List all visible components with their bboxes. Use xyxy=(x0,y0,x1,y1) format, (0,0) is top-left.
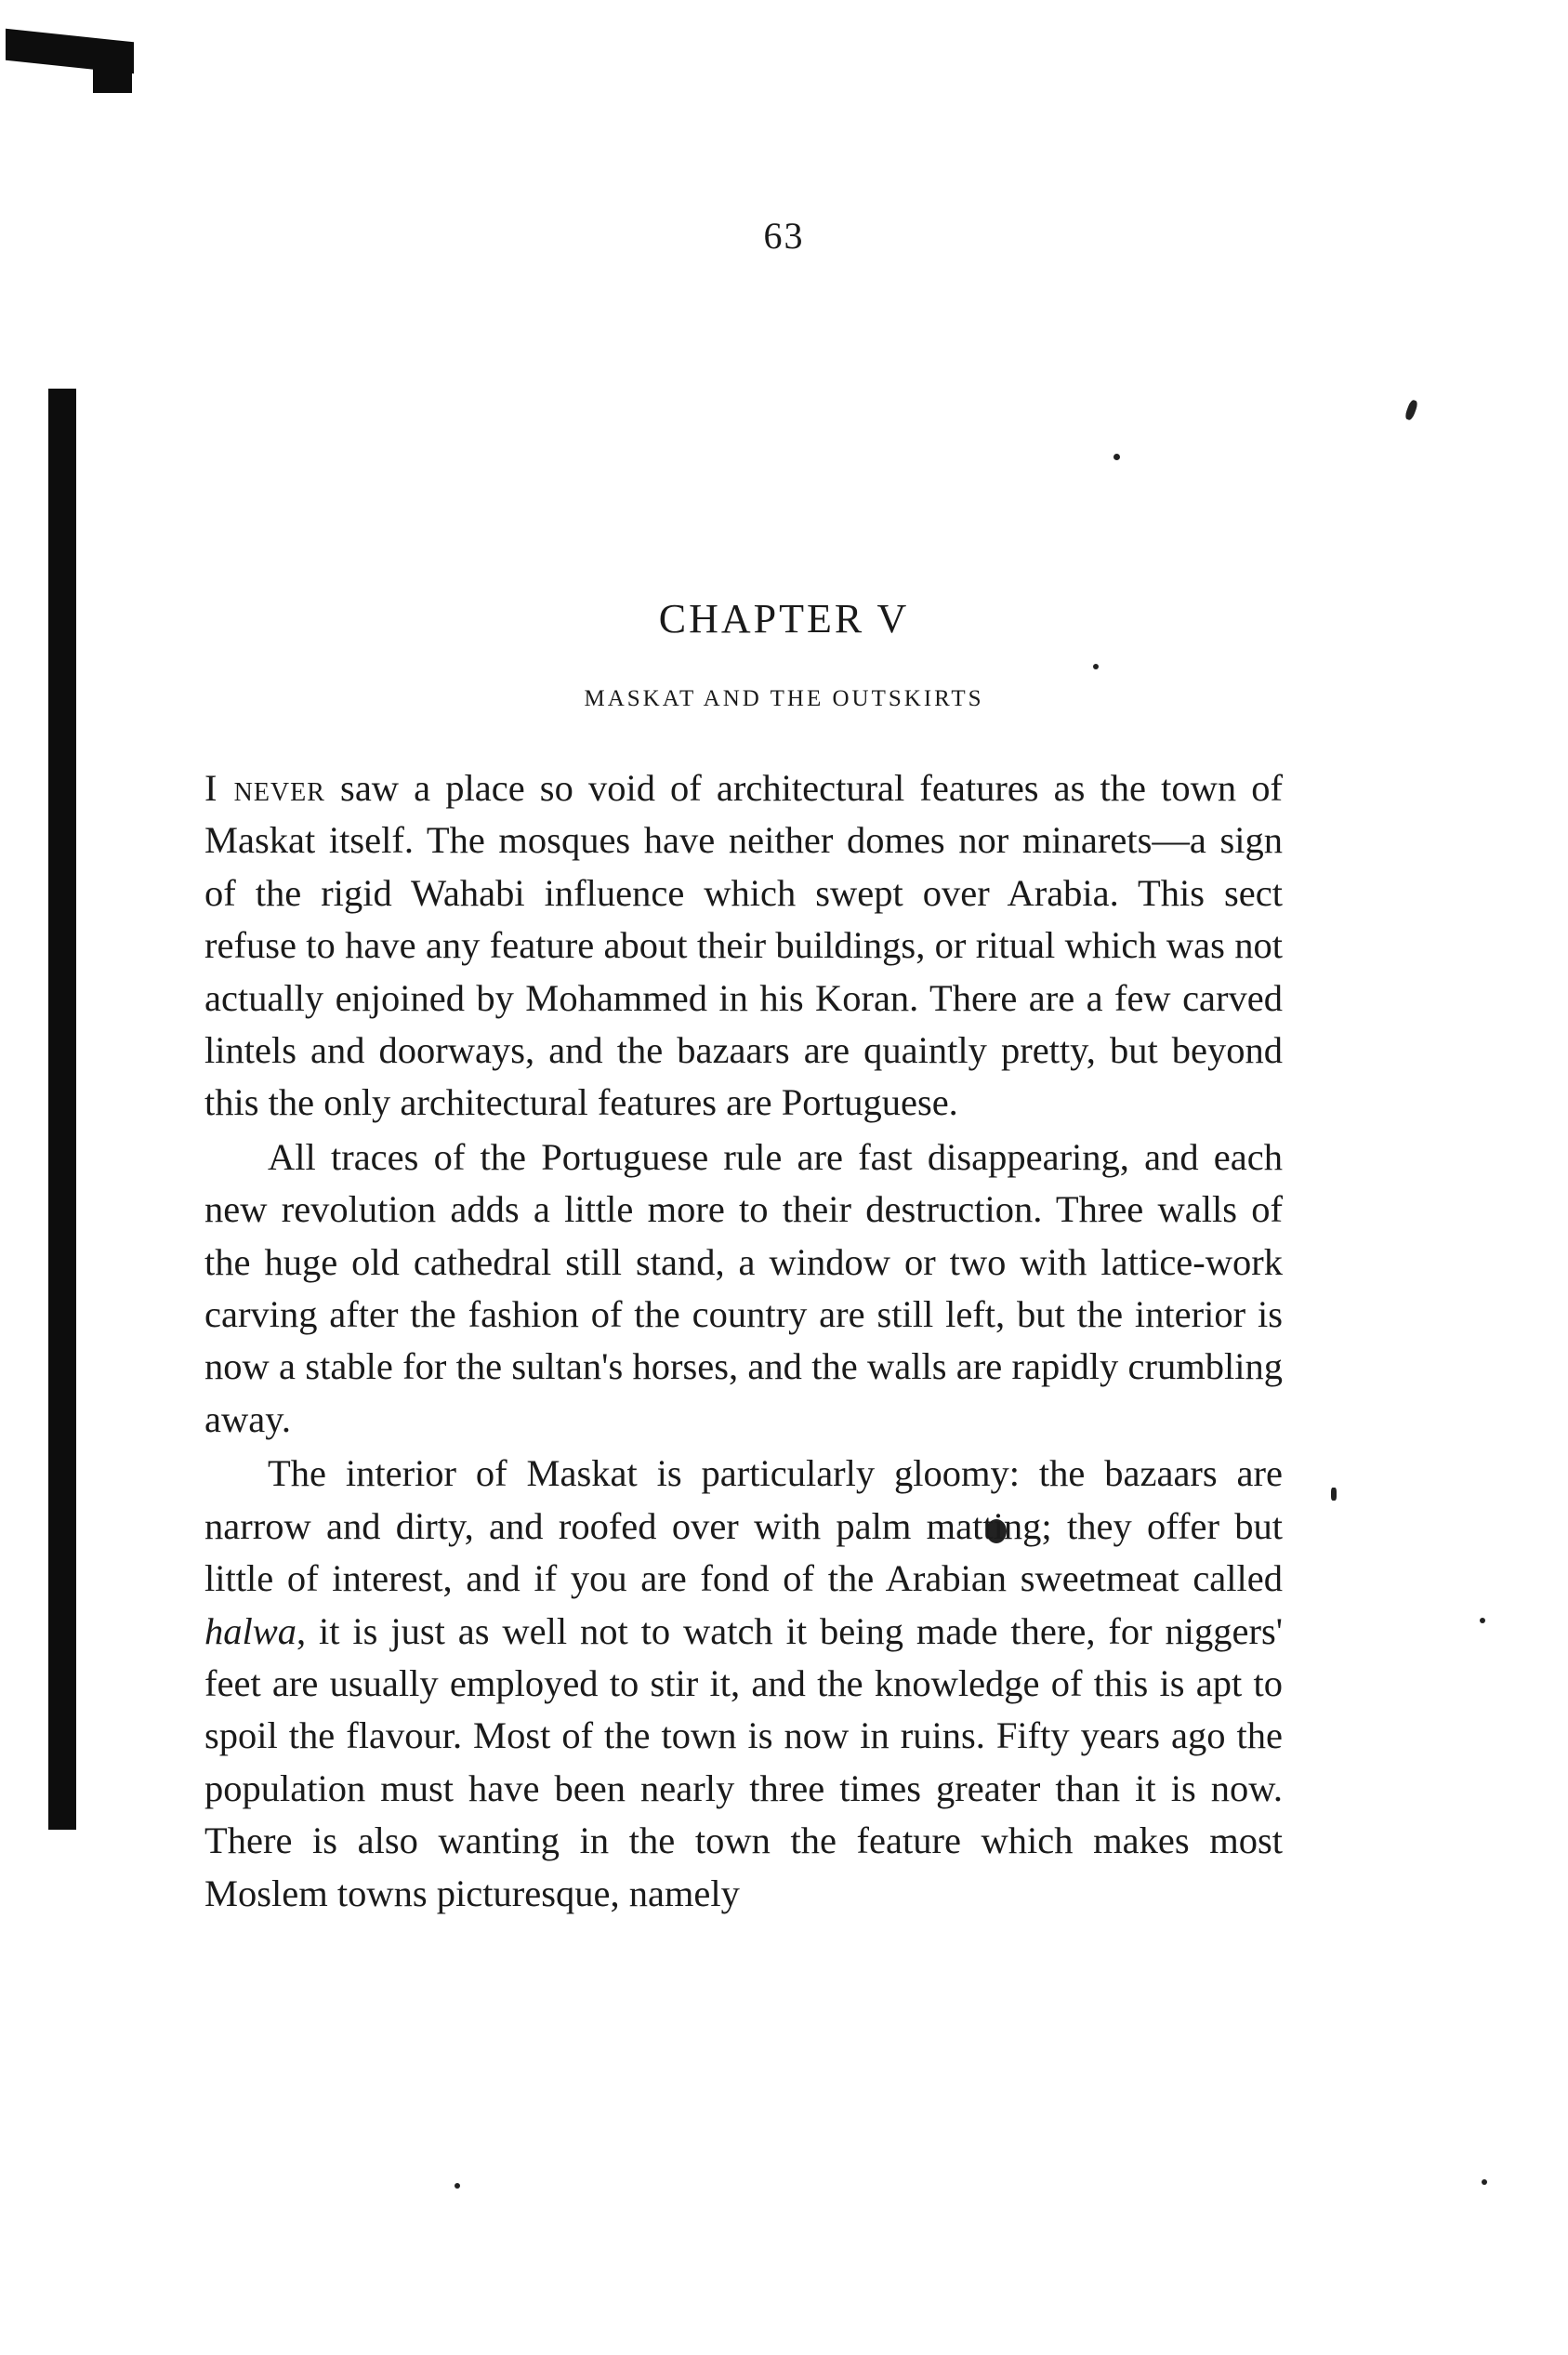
speck xyxy=(1482,2179,1487,2185)
corner-scan-mark-tail xyxy=(93,45,132,93)
paragraph xyxy=(204,762,1283,1130)
speck xyxy=(1113,454,1120,460)
chapter-subtitle: MASKAT AND THE OUTSKIRTS xyxy=(584,686,984,711)
speck xyxy=(1093,664,1099,669)
paragraph-text: saw a place so void of architectural features as the town of Maskat itself. The mosques have neither domes nor minarets—a sign of the rigid Wahabi influence which swept over Arabia. This sect refuse to have any feature about their buildings, or ritual which was not actually enjoined by Mohammed in his Koran. There are a few carved lintels and doorways, and the bazaars are quaintly pretty, but beyond this the only architectural features are Portuguese. xyxy=(204,767,1283,1124)
page-number: 63 xyxy=(763,215,805,257)
speck xyxy=(455,2183,460,2189)
paragraph-text: The interior of Maskat is particularly gloomy: the bazaars are narrow and dirty, and roofed over with palm matting; they offer but little of interest, and if you are fond of the Arabian sweetmeat called xyxy=(204,1452,1283,1600)
paragraph-text: , it is just as well not to watch it being made there, for niggers' feet are usually employed to stir it, and the knowledge of this is apt to spoil the flavour. Most of the town is now in ruins. Fifty years ago the population must have been nearly three times greater than it is now. There is also wanting in the town the feature which makes most Moslem towns picturesque, namely xyxy=(204,1609,1283,1914)
chapter-title: CHAPTER V xyxy=(658,596,910,642)
speck xyxy=(1404,399,1419,421)
italic-term: halwa xyxy=(204,1609,297,1652)
speck xyxy=(1331,1488,1337,1501)
paragraph: All traces of the Portuguese rule are fast disappearing, and each new revolution adds a little more to their destruction. Three walls of the huge old cathedral still stand, a window or two with lattice-work carving after the fashion of the country are still left, but the interior is now a stable for the sultan's horses, and the walls are rapidly crumbling away. xyxy=(204,1135,1283,1440)
speck xyxy=(1480,1618,1485,1623)
paragraph-lead-word: I never xyxy=(204,767,325,809)
body-text xyxy=(204,762,1283,1922)
paragraph xyxy=(204,1448,1283,1920)
